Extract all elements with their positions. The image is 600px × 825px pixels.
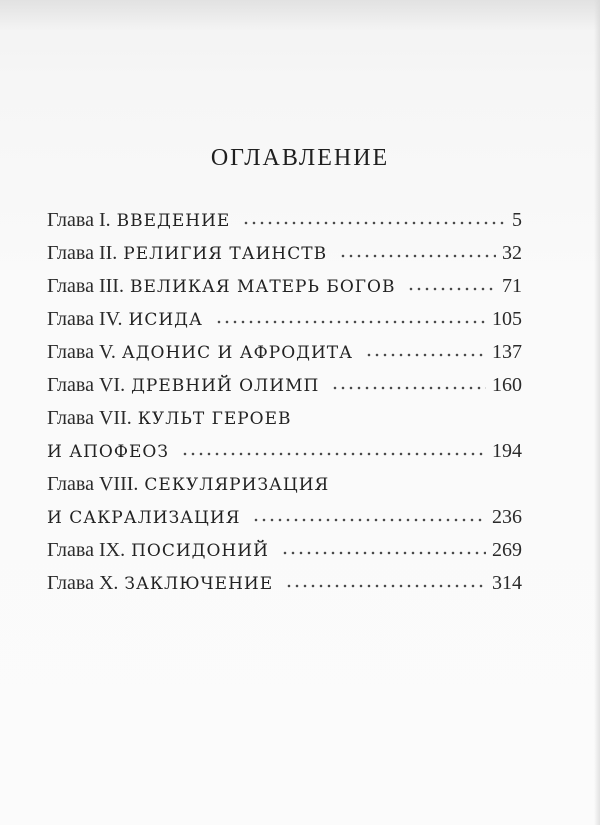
toc-entry-chapter-8-continued bbox=[47, 501, 522, 534]
chapter-title: АДОНИС И АФРОДИТА bbox=[121, 343, 353, 363]
chapter-number: Глава VI. bbox=[47, 374, 126, 396]
dot-leader bbox=[407, 272, 496, 292]
dot-leader bbox=[331, 371, 486, 391]
chapter-title: КУЛЬТ ГЕРОЕВ bbox=[137, 409, 292, 429]
dot-leader bbox=[215, 305, 486, 325]
toc-entry-chapter-7 bbox=[47, 402, 522, 435]
chapter-number: Глава VIII. bbox=[47, 473, 139, 495]
chapter-number: Глава I. bbox=[47, 209, 111, 231]
chapter-number: Глава X. bbox=[47, 572, 119, 594]
dot-leader bbox=[339, 239, 496, 259]
toc-entry-chapter-1 bbox=[47, 204, 522, 237]
toc-entry-chapter-6 bbox=[47, 369, 522, 402]
page-number: 194 bbox=[492, 440, 522, 462]
toc-entry-chapter-9 bbox=[47, 534, 522, 567]
chapter-number: Глава II. bbox=[47, 242, 118, 264]
dot-leader bbox=[285, 569, 486, 589]
table-of-contents bbox=[47, 204, 522, 600]
page-number: 160 bbox=[492, 374, 522, 396]
dot-leader bbox=[181, 437, 486, 457]
chapter-number: Глава V. bbox=[47, 341, 116, 363]
dot-leader bbox=[281, 536, 486, 556]
chapter-title-continued: И САКРАЛИЗАЦИЯ bbox=[47, 508, 241, 528]
page-number: 236 bbox=[492, 506, 522, 528]
toc-entry-chapter-10 bbox=[47, 567, 522, 600]
chapter-title-continued: И АПОФЕОЗ bbox=[47, 442, 169, 462]
page-number: 105 bbox=[492, 308, 522, 330]
chapter-number: Глава IX. bbox=[47, 539, 126, 561]
chapter-title: ИСИДА bbox=[128, 310, 203, 330]
chapter-number: Глава III. bbox=[47, 275, 124, 297]
page-number: 137 bbox=[492, 341, 522, 363]
chapter-title: ДРЕВНИЙ ОЛИМП bbox=[131, 376, 320, 396]
toc-entry-chapter-3 bbox=[47, 270, 522, 303]
page-number: 32 bbox=[502, 242, 522, 264]
toc-entry-chapter-7-continued bbox=[47, 435, 522, 468]
chapter-title: ПОСИДОНИЙ bbox=[131, 541, 269, 561]
page-number: 5 bbox=[512, 209, 522, 231]
dot-leader bbox=[242, 206, 506, 226]
page-number: 269 bbox=[492, 539, 522, 561]
toc-entry-chapter-8 bbox=[47, 468, 522, 501]
chapter-title: ВЕЛИКАЯ МАТЕРЬ БОГОВ bbox=[129, 277, 396, 297]
toc-entry-chapter-5 bbox=[47, 336, 522, 369]
chapter-title: ЗАКЛЮЧЕНИЕ bbox=[124, 574, 274, 594]
chapter-number: Глава IV. bbox=[47, 308, 123, 330]
page-number: 314 bbox=[492, 572, 522, 594]
dot-leader bbox=[365, 338, 486, 358]
chapter-number: Глава VII. bbox=[47, 407, 132, 429]
page-title: ОГЛАВЛЕНИЕ bbox=[210, 145, 390, 171]
dot-leader bbox=[252, 503, 486, 523]
chapter-title: СЕКУЛЯРИЗАЦИЯ bbox=[144, 475, 330, 495]
page-number: 71 bbox=[502, 275, 522, 297]
chapter-title: РЕЛИГИЯ ТАИНСТВ bbox=[123, 244, 328, 264]
toc-entry-chapter-4 bbox=[47, 303, 522, 336]
chapter-title: ВВЕДЕНИЕ bbox=[116, 211, 231, 231]
toc-entry-chapter-2 bbox=[47, 237, 522, 270]
